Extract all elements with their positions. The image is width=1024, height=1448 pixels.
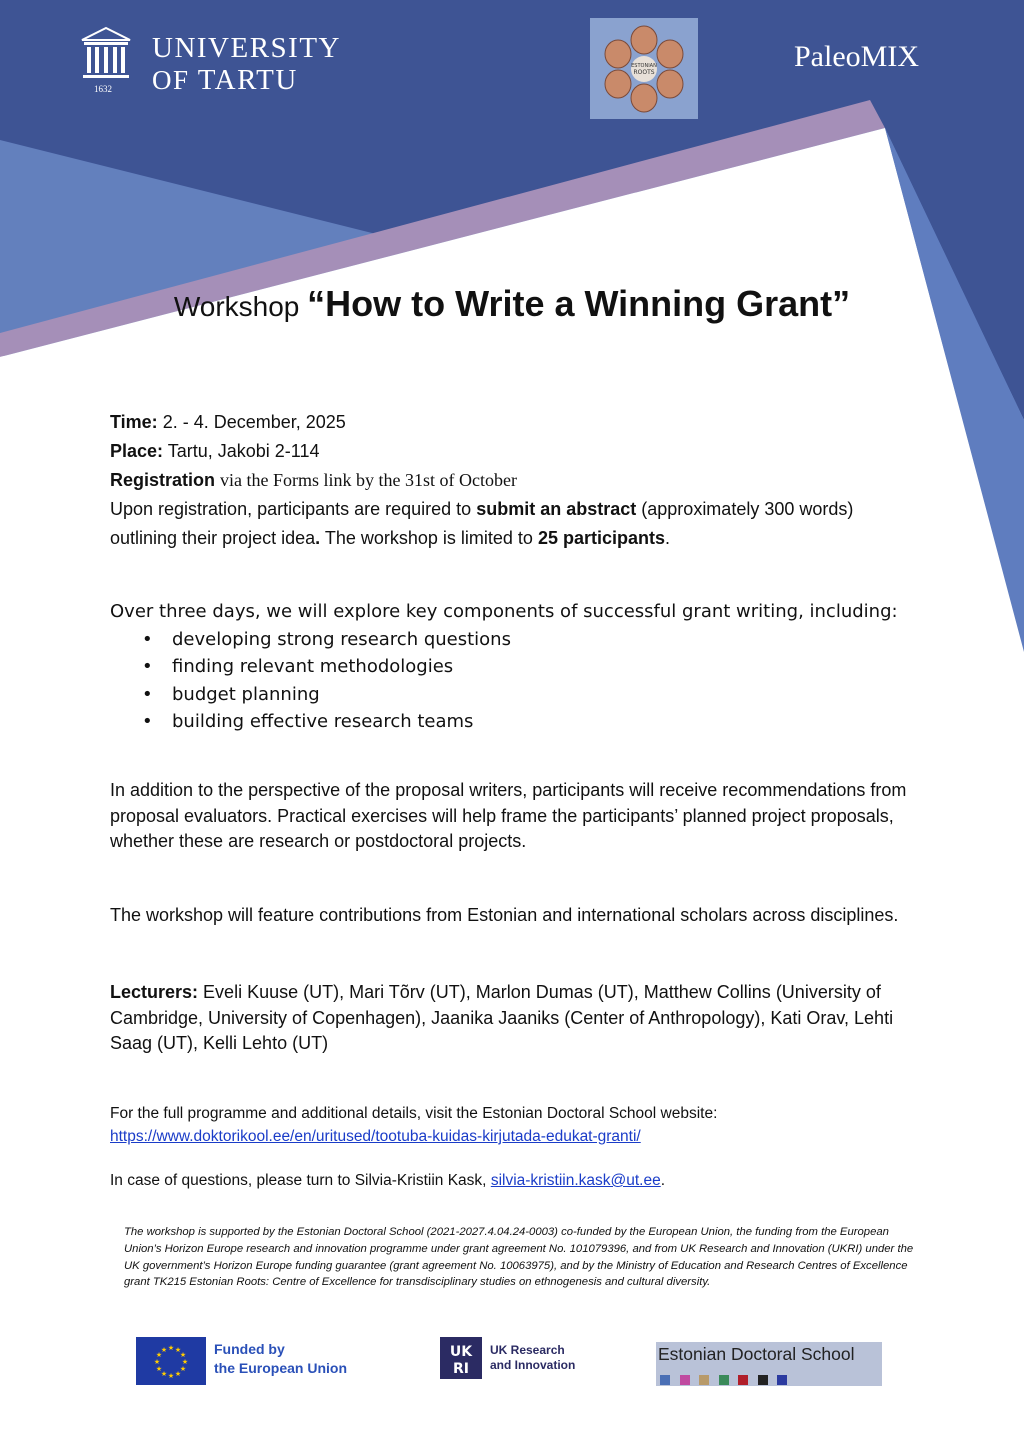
ukri-mark-icon (440, 1337, 482, 1379)
estonian-doctoral-school-logo (656, 1342, 882, 1386)
eds-color-square (680, 1375, 690, 1385)
registration-label: Registration (110, 470, 216, 490)
svg-text:★: ★ (155, 1365, 163, 1373)
eds-color-square (758, 1375, 768, 1385)
contributions-paragraph: The workshop will feature contributions from Estonian and international scholars across disciplines. (110, 905, 899, 925)
questions-text: In case of questions, please turn to Silvia-Kristiin Kask, (110, 1172, 487, 1189)
registration-value: via the Forms link by the 31st of October (220, 470, 517, 490)
registration-row (110, 466, 910, 495)
svg-text:ROOTS: ROOTS (633, 69, 655, 76)
university-name: UNIVERSITY OF TARTU (152, 32, 341, 96)
eds-name: Estonian Doctoral School (658, 1344, 855, 1364)
place-value: Tartu, Jakobi 2-114 (167, 441, 320, 461)
svg-text:★: ★ (160, 1346, 168, 1354)
list-item: • budget planning (142, 683, 320, 705)
svg-text:★: ★ (181, 1358, 189, 1366)
lecturers-label: Lecturers: (110, 982, 199, 1002)
university-of-tartu-logo (80, 26, 370, 98)
eu-funding-text: Funded by the European Union (214, 1341, 347, 1376)
eds-color-squares (660, 1372, 797, 1390)
list-item: • developing strong research questions (142, 629, 511, 650)
lecturers-list: Eveli Kuuse (UT), Mari Tõrv (UT), Marlon Dumas (UT), Matthew Collins (University of Cambridge, University of Copenhagen), Jaanika Jaaniks (Center of Anthropology), Kati Orav, Lehti Saag (UT), Kelli Lehto (UT) (110, 982, 894, 1053)
ukri-logo (440, 1337, 600, 1381)
list-item: • finding relevant methodologies (142, 656, 454, 678)
place-label: Place: (110, 441, 164, 461)
eds-color-square (777, 1375, 787, 1385)
svg-text:UK: UK (449, 1344, 473, 1360)
eu-funding-logo (136, 1337, 376, 1385)
svg-text:★: ★ (167, 1344, 175, 1352)
time-label: Time: (110, 412, 158, 432)
svg-text:★: ★ (174, 1346, 182, 1354)
svg-text:★: ★ (155, 1351, 163, 1359)
estonian-roots-logo (590, 18, 698, 119)
eu-flag-icon (136, 1337, 206, 1385)
intro-text: Over three days, we will explore key components of successful grant writing, including: (110, 601, 898, 622)
place-row (110, 437, 910, 466)
svg-text:★: ★ (174, 1370, 182, 1378)
time-row (110, 408, 910, 437)
eds-color-square (738, 1375, 748, 1385)
title-main: “How to Write a Winning Grant” (307, 283, 851, 324)
eds-color-square (699, 1375, 709, 1385)
programme-link[interactable]: https://www.doktorikool.ee/en/uritused/tootuba-kuidas-kirjutada-edukat-granti/ (110, 1128, 641, 1145)
event-info (110, 408, 910, 553)
svg-text:★: ★ (179, 1365, 187, 1373)
svg-text:★: ★ (167, 1372, 175, 1380)
time-value: 2. - 4. December, 2025 (162, 412, 346, 432)
paleomix-logo: PaleoMIX (794, 40, 919, 73)
contact-email-link[interactable]: silvia-kristiin.kask@ut.ee (490, 1172, 661, 1189)
list-item: • building effective research teams (142, 710, 474, 732)
eds-color-square (660, 1375, 670, 1385)
abstract-requirement: Upon registration, participants are required to submit an abstract (approximately 300 words) outlining their project idea. The workshop is limited to 25 participants. (110, 499, 854, 548)
svg-text:★: ★ (160, 1370, 168, 1378)
programme-text: For the full programme and additional details, visit the Estonian Doctoral School website: (110, 1105, 718, 1122)
svg-text:ESTONIAN: ESTONIAN (631, 63, 657, 69)
svg-text:★: ★ (153, 1358, 161, 1366)
submit-abstract-emphasis: submit an abstract (476, 499, 637, 519)
participants-limit: 25 participants (537, 528, 665, 548)
title-prefix: Workshop (173, 291, 300, 322)
questions-info: In case of questions, please turn to Silvia-Kristiin Kask, silvia-kristiin.kask@ut.ee. (110, 1172, 666, 1189)
lecturers-paragraph (110, 980, 930, 1057)
page-title (0, 283, 1024, 325)
ukri-text: UK Research and Innovation (490, 1343, 576, 1372)
svg-text:RI: RI (453, 1361, 469, 1377)
programme-info (110, 1102, 930, 1148)
university-year: 1632 (94, 84, 112, 94)
eds-color-square (719, 1375, 729, 1385)
svg-text:★: ★ (179, 1351, 187, 1359)
funding-statement: The workshop is supported by the Estonian Doctoral School (2021-2027.4.04.24-0003) co-funded by the European Union, the funding from the European Union’s Horizon Europe research and innovation programme under grant agreement No. 101079396, and from UK Research and Innovation (UKRI) under the UK government’s Horizon Europe funding guarantee (grant agreement No. 10063975), and by the Ministry of Education and Research Centres of Excellence grant TK215 Estonian Roots: Centre of Excellence for transdisciplinary studies on ethnogenesis and cultural diversity. (124, 1226, 914, 1289)
recommendations-paragraph: In addition to the perspective of the proposal writers, participants will receive recommendations from proposal evaluators. Practical exercises will help frame the participants’ planned project proposals, whether these are research or postdoctoral projects. (110, 780, 907, 851)
topics-list (140, 626, 840, 735)
